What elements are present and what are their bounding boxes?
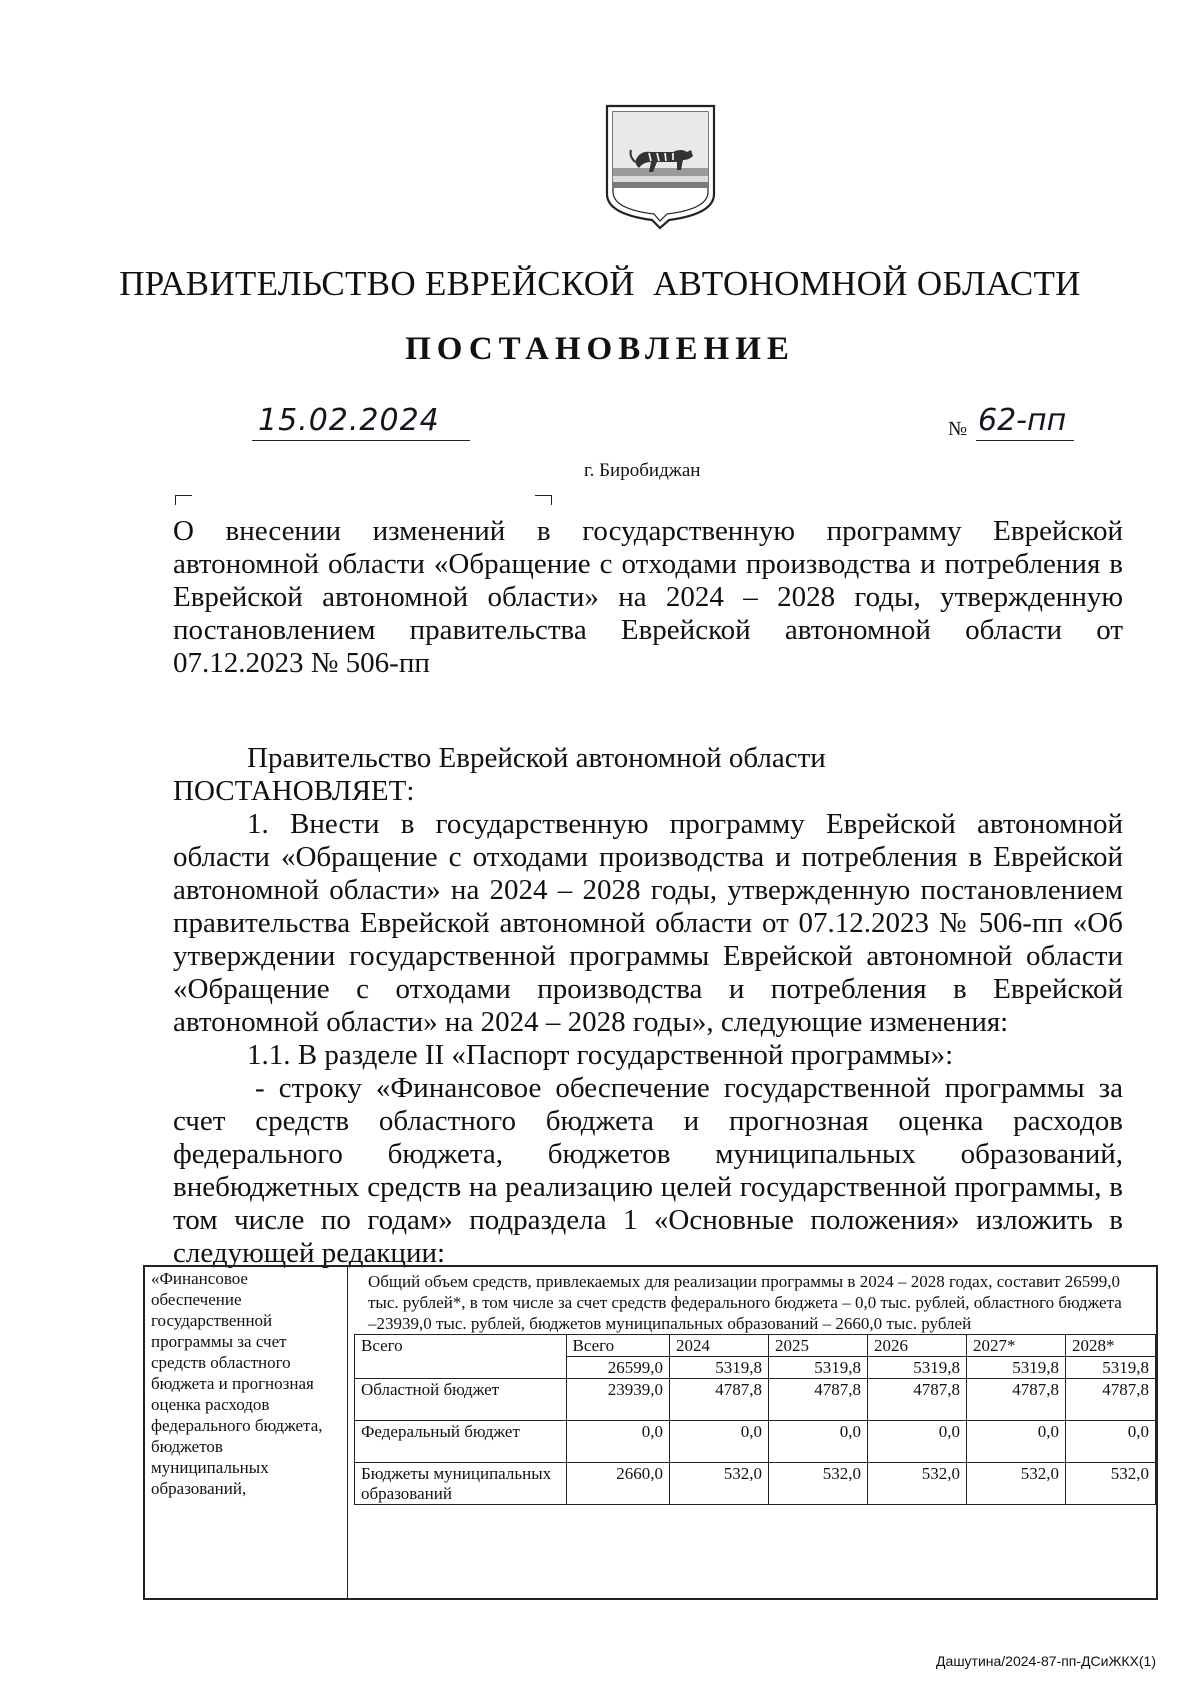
table-cell: 0,0 [868, 1421, 967, 1463]
header-cell: Всего [355, 1335, 567, 1379]
header-cell: 2024 [670, 1335, 769, 1357]
table-cell: 4787,8 [769, 1379, 868, 1421]
header-cell: 2027* [967, 1335, 1066, 1357]
table-cell: 0,0 [769, 1421, 868, 1463]
table-cell: 0,0 [670, 1421, 769, 1463]
header-cell: 2025 [769, 1335, 868, 1357]
row-label: Федеральный бюджет [355, 1421, 567, 1463]
header-cell: 2028* [1066, 1335, 1156, 1357]
table-cell: 532,0 [868, 1463, 967, 1505]
table-cell: 532,0 [967, 1463, 1066, 1505]
table-cell: 4787,8 [967, 1379, 1066, 1421]
row-label: Бюджеты муниципальных образований [355, 1463, 567, 1505]
table-cell: 5319,8 [769, 1357, 868, 1379]
table-row [355, 1421, 1156, 1463]
passport-left-label: «Финансовое обеспечение государственной программы за счет средств областного бюджета и прогнозная оценка расходов федерального бюджета, бюджетов муниципальных образований, [145, 1267, 348, 1598]
table-cell: 0,0 [967, 1421, 1066, 1463]
table-header-row [355, 1335, 1156, 1357]
table-cell: 4787,8 [1066, 1379, 1156, 1421]
table-cell: 5319,8 [868, 1357, 967, 1379]
body-paragraph-item-1: 1. Внести в государственную программу Еврейской автономной области «Обращение с отходами производства и потребления в Еврейской автономной области» на 2024 – 2028 годы, утвержденную постановлением правительства Еврейской автономной области от 07.12.2023 № 506-пп «Об утверждении государственной программы Еврейской автономной области «Обращение с отходами производства и потребления в Еврейской автономной области» на 2024 – 2028 годы», следующие изменения: [173, 808, 1123, 1038]
government-title: ПРАВИТЕЛЬСТВО ЕВРЕЙСКОЙ АВТОНОМНОЙ ОБЛАСТИ [119, 264, 1081, 303]
subject-corner-right [535, 495, 552, 505]
table-cell: 4787,8 [670, 1379, 769, 1421]
document-type-title: ПОСТАНОВЛЕНИЕ [405, 331, 795, 367]
header-cell: Всего [566, 1335, 670, 1357]
table-cell: 532,0 [769, 1463, 868, 1505]
number-sign: № [948, 418, 968, 440]
city-label: г. Биробиджан [584, 460, 701, 481]
body-paragraph-resolves: ПОСТАНОВЛЯЕТ: [173, 775, 415, 807]
table-cell: 5319,8 [967, 1357, 1066, 1379]
coat-of-arms-emblem [603, 102, 718, 230]
table-cell: 532,0 [670, 1463, 769, 1505]
table-row [355, 1379, 1156, 1421]
row-label: Областной бюджет [355, 1379, 567, 1421]
body-paragraph-government: Правительство Еврейской автономной области [247, 742, 826, 774]
footer-reference: Дашутина/2024-87-пп-ДСиЖКХ(1) [936, 1653, 1156, 1669]
finance-table [354, 1334, 1156, 1505]
table-cell: 26599,0 [566, 1357, 670, 1379]
subject-corner-left [175, 495, 192, 505]
date-field [252, 400, 470, 441]
table-cell: 0,0 [1066, 1421, 1156, 1463]
body-paragraph-item-1-1: 1.1. В разделе II «Паспорт государственной программы»: [247, 1039, 954, 1071]
table-cell: 532,0 [1066, 1463, 1156, 1505]
table-cell: 0,0 [566, 1421, 670, 1463]
document-body [173, 742, 1123, 1270]
table-cell: 4787,8 [868, 1379, 967, 1421]
table-cell: 2660,0 [566, 1463, 670, 1505]
table-cell: 5319,8 [1066, 1357, 1156, 1379]
body-paragraph-row-change: - строку «Финансовое обеспечение государственной программы за счет средств областного бюджета и прогнозная оценка расходов федерального бюджета, бюджетов муниципальных образований, внебюджетных средств на реализацию целей государственной программы, в том числе по годам» подраздела 1 «Основные положения» изложить в следующей редакции: [173, 1072, 1123, 1269]
passport-table [143, 1265, 1158, 1600]
table-cell: 23939,0 [566, 1379, 670, 1421]
handwritten-date: 15.02.2024 [258, 403, 440, 438]
number-field [976, 400, 1074, 441]
header-cell: 2026 [868, 1335, 967, 1357]
document-subject: О внесении изменений в государственную программу Еврейской автономной области «Обращение с отходами производства и потребления в Еврейской автономной области» на 2024 – 2028 годы, утвержденную постановлением правительства Еврейской автономной области от 07.12.2023 № 506-пп [173, 515, 1123, 679]
passport-right-cell [348, 1267, 1156, 1598]
table-cell: 5319,8 [670, 1357, 769, 1379]
handwritten-number: 62-пп [978, 403, 1067, 438]
passport-summary: Общий объем средств, привлекаемых для реализации программы в 2024 – 2028 годах, составит 26599,0 тыс. рублей*, в том числе за счет средств федерального бюджета – 0,0 тыс. рублей, областного бюджета –23939,0 тыс. рублей, бюджетов муниципальных образований – 2660,0 тыс. рублей [368, 1272, 1122, 1333]
table-row [355, 1463, 1156, 1505]
